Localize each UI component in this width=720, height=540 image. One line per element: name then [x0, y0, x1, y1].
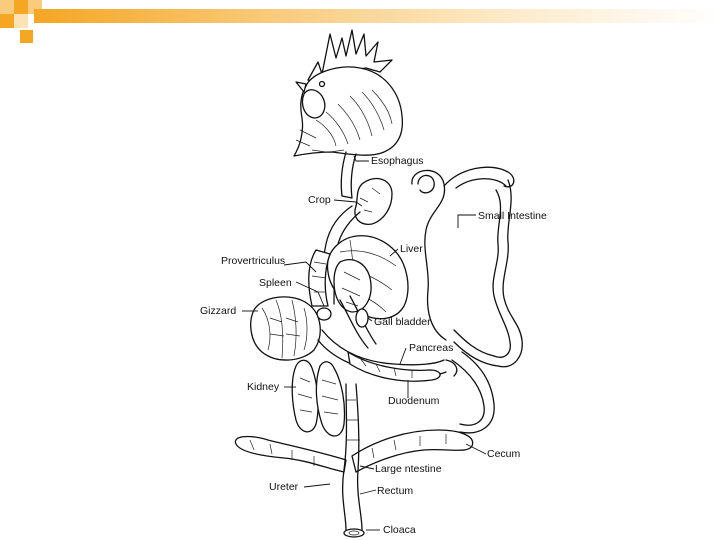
- label-large-intestine: Large ntestine: [375, 463, 442, 475]
- small-intestine-loops: [412, 167, 522, 433]
- rooster-eye: [320, 82, 325, 87]
- label-cloaca: Cloaca: [383, 524, 416, 536]
- label-cecum: Cecum: [487, 448, 521, 460]
- kidneys: [292, 360, 344, 436]
- label-rectum: Rectum: [377, 485, 414, 497]
- label-ureter: Ureter: [269, 481, 299, 493]
- label-gall-bladder: Gall bladder: [374, 316, 431, 328]
- gizzard-organ: [251, 297, 321, 360]
- cloaca-organ: [344, 529, 364, 537]
- gall-bladder-organ: [356, 309, 368, 327]
- label-pancreas: Pancreas: [409, 342, 454, 354]
- rooster-beak: [296, 82, 306, 92]
- label-spleen: Spleen: [259, 277, 292, 289]
- label-small-intestine: Small Intestine: [478, 210, 547, 222]
- crop-organ: [355, 179, 392, 225]
- label-gizzard: Gizzard: [200, 305, 237, 317]
- label-liver: Liver: [400, 243, 423, 255]
- liver-organ: [327, 236, 408, 319]
- label-proventriculus: Provertriculus: [221, 255, 286, 267]
- label-duodenum: Duodenum: [388, 395, 440, 407]
- rooster-head-illustration: [294, 30, 402, 156]
- label-esophagus: Esophagus: [371, 155, 424, 167]
- label-crop: Crop: [308, 194, 331, 206]
- label-kidney: Kidney: [247, 381, 280, 393]
